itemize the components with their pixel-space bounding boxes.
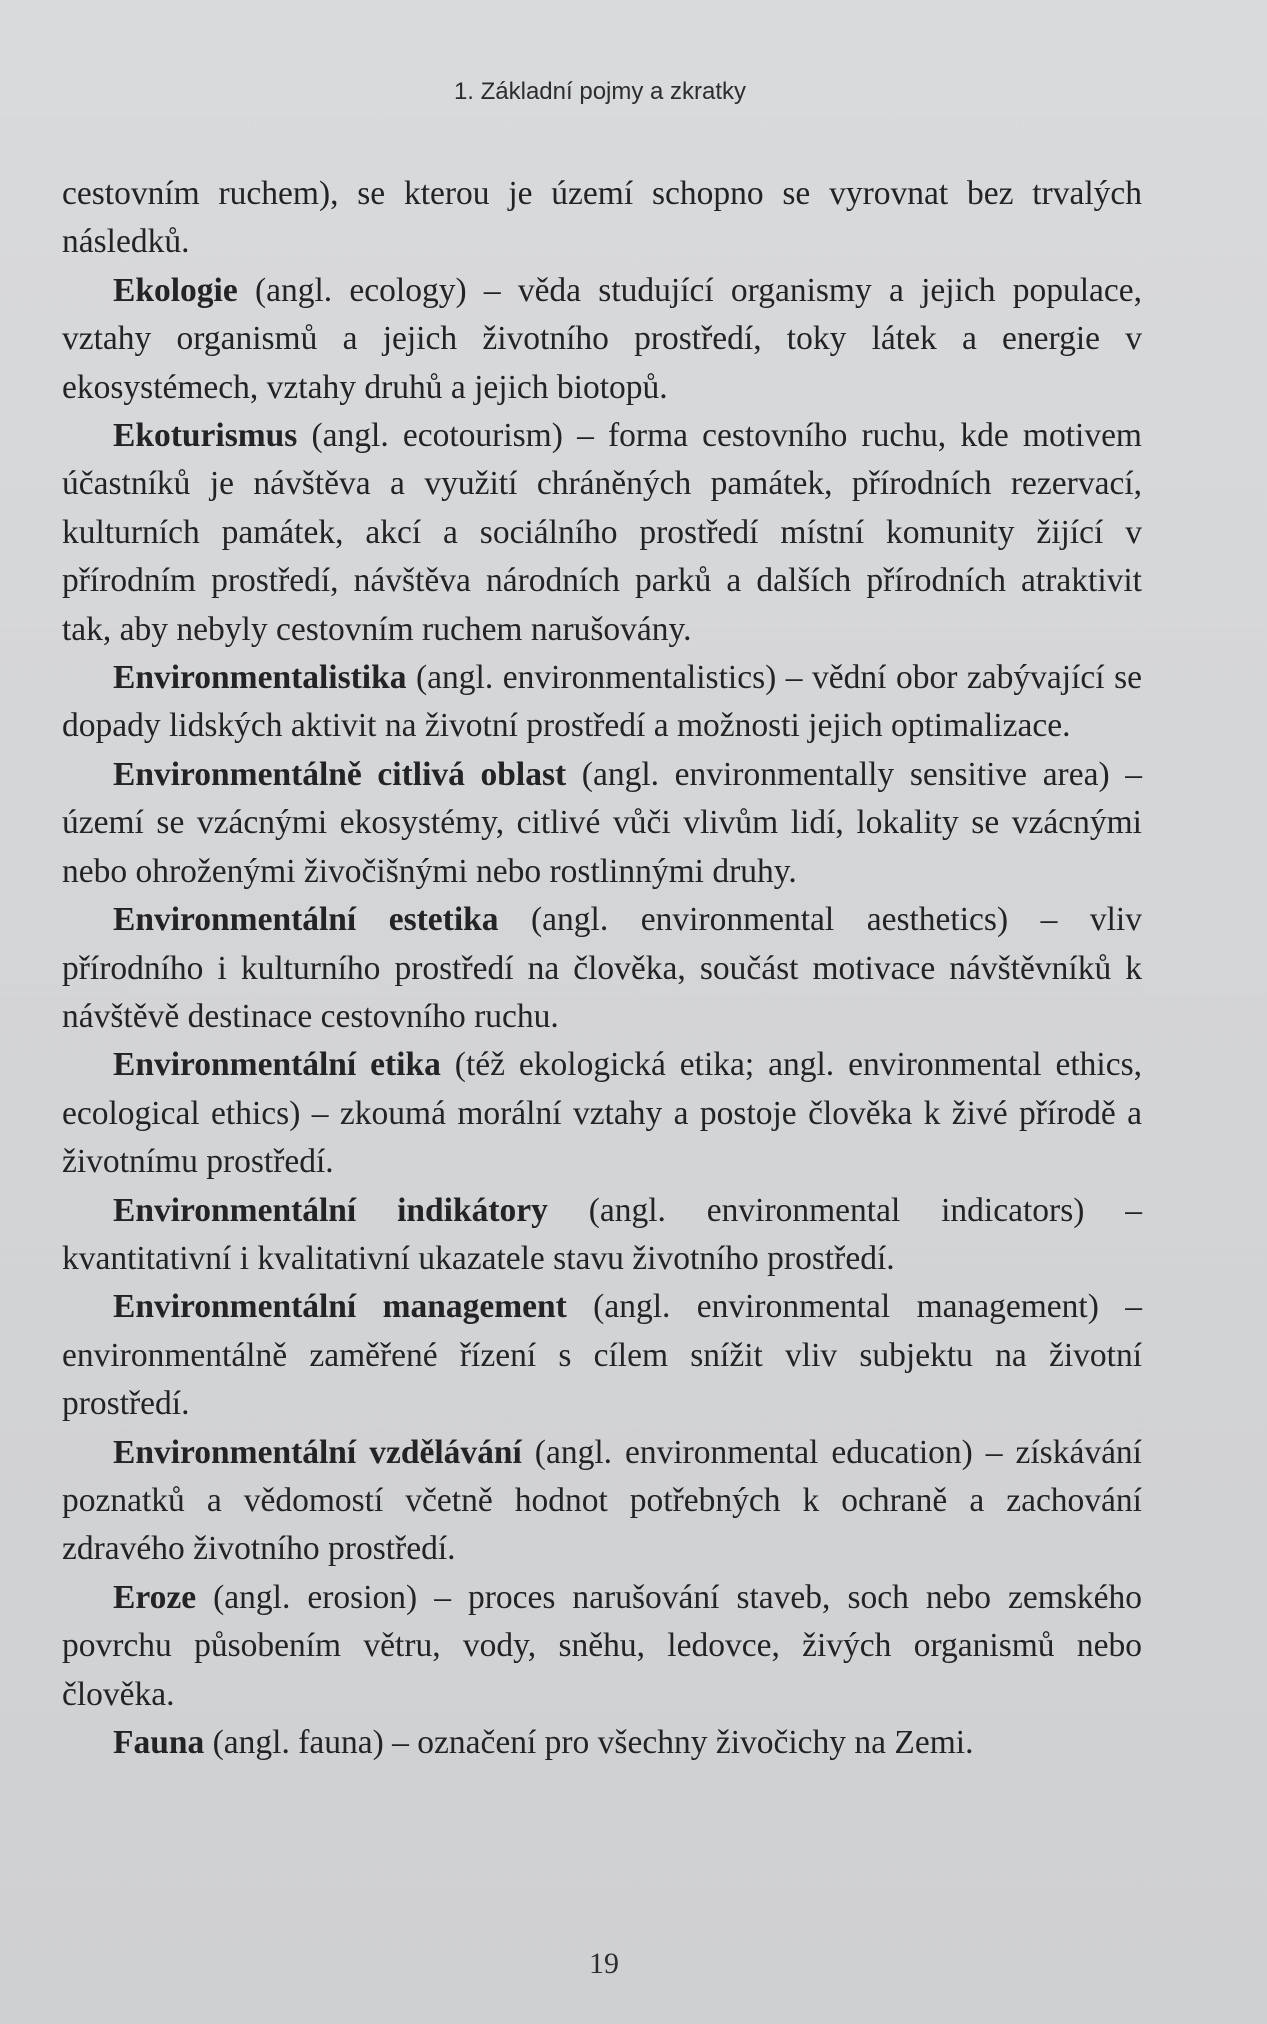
running-head: 1. Základní pojmy a zkratky <box>453 78 747 105</box>
term: Ekologie <box>113 271 238 309</box>
definition-text: (angl. ecology) – věda studující organismy a jejich populace, vztahy organismů a jejich životního prostředí, toky látek a energie v ekosystémech, vztahy druhů a jejich biotopů. <box>62 271 1142 406</box>
glossary-entry-ekoturismus <box>62 412 1142 654</box>
definition-text: (angl. environmental management) – environmentálně zaměřené řízení s cílem snížit vliv subjektu na životní prostředí. <box>62 1288 1142 1423</box>
glossary-entry-fauna <box>62 1719 1142 1767</box>
definition-text: (angl. fauna) – označení pro všechny živočichy na Zemi. <box>204 1724 974 1761</box>
glossary-entry-vzdelavani <box>62 1429 1142 1574</box>
glossary-entry-eroze <box>62 1574 1142 1719</box>
definition-text: (angl. environmental indicators) – kvantitativní i kvalitativní ukazatele stavu životního prostředí. <box>62 1191 1142 1277</box>
definition-text: (angl. erosion) – proces narušování staveb, soch nebo zemského povrchu působením větru, vody, sněhu, ledovce, živých organismů nebo člověka. <box>62 1578 1142 1713</box>
term: Environmentální indikátory <box>113 1191 548 1229</box>
definition-text: (angl. environmental education) – získávání poznatků a vědomostí včetně hodnot potřebných k ochraně a zachování zdravého životního prostředí. <box>62 1433 1142 1568</box>
definition-text: cestovním ruchem), se kterou je území schopno se vyrovnat bez trvalých následků. <box>62 175 1142 261</box>
definition-text: (angl. ecotourism) – forma cestovního ruchu, kde motivem účastníků je návštěva a využití chráněných památek, přírodních rezervací, kulturních památek, akcí a sociálního prostředí místní komunity žijící v přírodním prostředí, návštěva národních parků a dalších přírodních atraktivit tak, aby nebyly cestovním ruchem narušovány. <box>62 417 1142 648</box>
definition-text: (též ekologická etika; angl. environmental ethics, ecological ethics) – zkoumá morální vztahy a postoje člověka k živé přírodě a životnímu prostředí. <box>62 1046 1143 1181</box>
term: Fauna <box>113 1724 205 1761</box>
term: Environmentalistika <box>113 659 407 697</box>
term: Ekoturismus <box>113 417 298 455</box>
glossary-body <box>62 170 1142 1767</box>
glossary-entry-environmentalistika <box>62 654 1142 751</box>
glossary-entry-citliva-oblast <box>62 751 1142 896</box>
glossary-entry-ekologie <box>62 267 1142 412</box>
definition-text: (angl. environmentally sensitive area) – území se vzácnými ekosystémy, citlivé vůči vlivům lidí, lokality se vzácnými nebo ohroženými živočišnými nebo rostlinnými druhy. <box>62 755 1142 890</box>
term: Environmentální estetika <box>113 901 499 939</box>
definition-text: (angl. environmental aesthetics) – vliv přírodního i kulturního prostředí na člověka, součást motivace návštěvníků k návštěvě destinace cestovního ruchu. <box>62 901 1142 1035</box>
term: Environmentálně citlivá oblast <box>113 755 567 793</box>
glossary-entry-management <box>62 1283 1142 1428</box>
definition-text: (angl. environmentalistics) – vědní obor zabývající se dopady lidských aktivit na životní prostředí a možnosti jejich optimalizace. <box>62 659 1142 745</box>
term: Environmentální vzdělávání <box>113 1433 522 1471</box>
glossary-entry-etika <box>62 1041 1142 1186</box>
page-number: 19 <box>589 1947 619 1980</box>
term: Eroze <box>113 1578 197 1616</box>
term: Environmentální management <box>113 1288 567 1326</box>
glossary-entry-estetika <box>62 896 1142 1041</box>
glossary-entry-indikatory <box>62 1187 1142 1284</box>
term: Environmentální etika <box>113 1046 441 1084</box>
glossary-entry-continuation <box>62 170 1142 267</box>
